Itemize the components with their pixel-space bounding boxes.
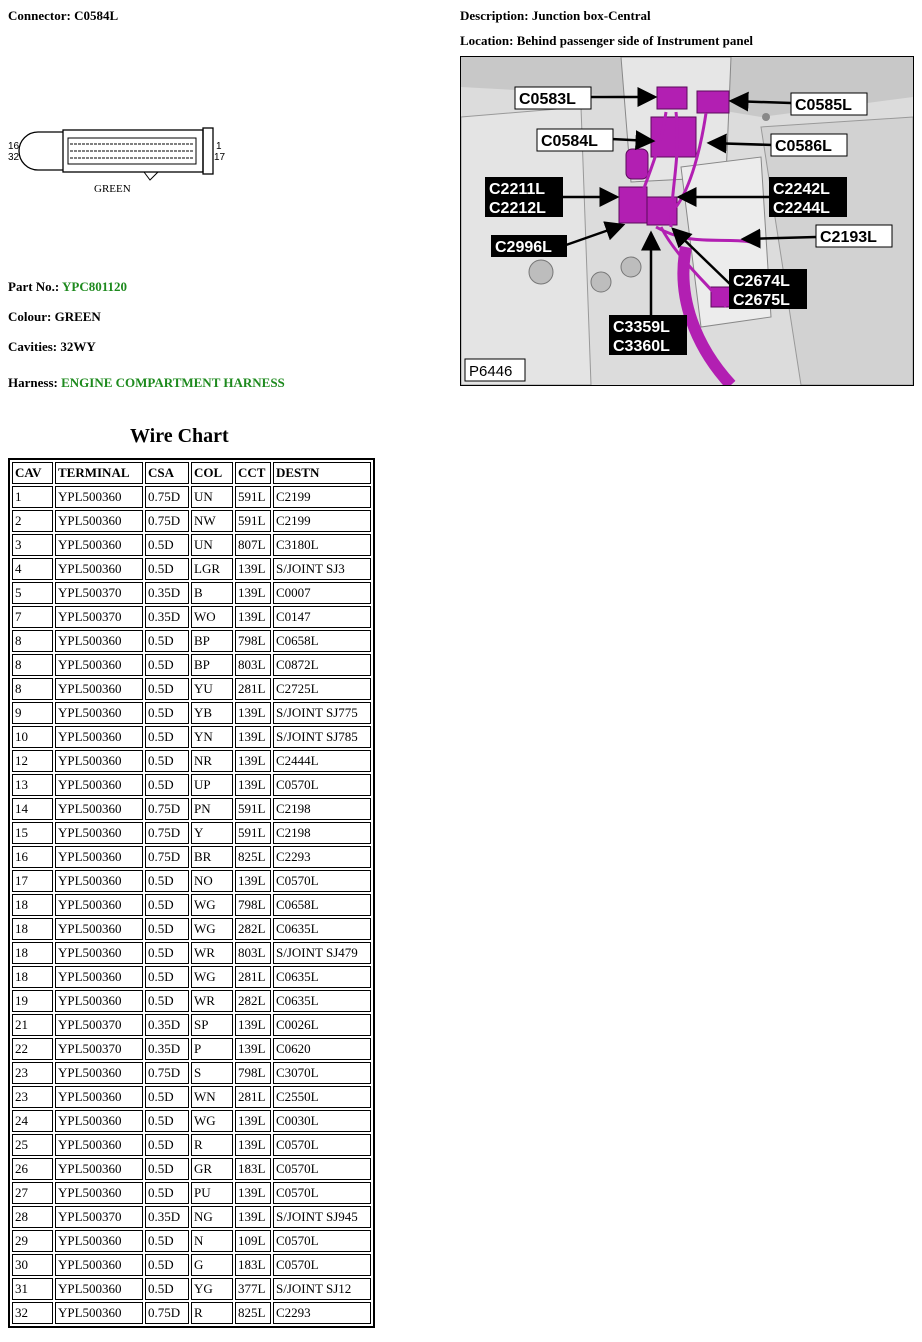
- cell-col: WN: [191, 1086, 233, 1108]
- cell-destn: C0570L: [273, 1230, 371, 1252]
- cell-destn: C0570L: [273, 870, 371, 892]
- colour-label: Colour:: [8, 309, 52, 324]
- table-row: [12, 1038, 371, 1060]
- cell-terminal: YPL500370: [55, 606, 143, 628]
- cell-cct: 591L: [235, 510, 271, 532]
- cell-csa: 0.35D: [145, 1038, 189, 1060]
- cavities-line: [8, 339, 96, 355]
- cell-cav: 12: [12, 750, 53, 772]
- cell-terminal: YPL500360: [55, 1086, 143, 1108]
- cell-csa: 0.35D: [145, 606, 189, 628]
- callout-c2244l: C2244L: [773, 200, 830, 217]
- cell-col: NW: [191, 510, 233, 532]
- table-row: [12, 510, 371, 532]
- cell-cav: 7: [12, 606, 53, 628]
- connector-value: C0584L: [74, 8, 119, 23]
- cell-csa: 0.75D: [145, 510, 189, 532]
- cell-cct: 139L: [235, 582, 271, 604]
- cell-cav: 10: [12, 726, 53, 748]
- cell-cct: 798L: [235, 630, 271, 652]
- cell-col: YN: [191, 726, 233, 748]
- cell-cav: 29: [12, 1230, 53, 1252]
- cell-col: WR: [191, 942, 233, 964]
- part-no-line: [8, 279, 127, 295]
- cell-cct: 139L: [235, 870, 271, 892]
- cell-terminal: YPL500370: [55, 1206, 143, 1228]
- cell-destn: C0007: [273, 582, 371, 604]
- table-row: [12, 822, 371, 844]
- cell-col: S: [191, 1062, 233, 1084]
- cell-terminal: YPL500360: [55, 870, 143, 892]
- cell-csa: 0.5D: [145, 654, 189, 676]
- cell-terminal: YPL500360: [55, 894, 143, 916]
- pin-label-tr: 1: [216, 141, 222, 152]
- cell-csa: 0.5D: [145, 990, 189, 1012]
- cell-cct: 282L: [235, 990, 271, 1012]
- cell-destn: C2293: [273, 1302, 371, 1324]
- cell-col: G: [191, 1254, 233, 1276]
- cell-cct: 139L: [235, 726, 271, 748]
- cell-col: WG: [191, 918, 233, 940]
- location-photo: [460, 56, 914, 386]
- part-no-label: Part No.:: [8, 279, 60, 294]
- table-row: [12, 1158, 371, 1180]
- cell-csa: 0.5D: [145, 1278, 189, 1300]
- cell-col: R: [191, 1134, 233, 1156]
- table-row: [12, 486, 371, 508]
- cell-terminal: YPL500360: [55, 558, 143, 580]
- cell-col: WR: [191, 990, 233, 1012]
- table-row: [12, 942, 371, 964]
- cell-cav: 14: [12, 798, 53, 820]
- table-row: [12, 534, 371, 556]
- connector-label: Connector:: [8, 8, 71, 23]
- wire-chart-title: Wire Chart: [130, 425, 229, 447]
- cell-cav: 18: [12, 894, 53, 916]
- cell-terminal: YPL500360: [55, 1182, 143, 1204]
- table-row: [12, 606, 371, 628]
- cell-col: GR: [191, 1158, 233, 1180]
- cell-csa: 0.35D: [145, 582, 189, 604]
- cell-csa: 0.75D: [145, 846, 189, 868]
- cell-destn: C0872L: [273, 654, 371, 676]
- table-row: [12, 558, 371, 580]
- cell-col: YB: [191, 702, 233, 724]
- cell-terminal: YPL500370: [55, 582, 143, 604]
- location-label: Location:: [460, 33, 514, 48]
- cell-csa: 0.75D: [145, 822, 189, 844]
- cell-cct: 139L: [235, 750, 271, 772]
- cell-cav: 31: [12, 1278, 53, 1300]
- table-row: [12, 1134, 371, 1156]
- cell-cav: 27: [12, 1182, 53, 1204]
- cell-destn: C3070L: [273, 1062, 371, 1084]
- table-row: [12, 894, 371, 916]
- cell-cav: 3: [12, 534, 53, 556]
- cell-col: NR: [191, 750, 233, 772]
- cell-terminal: YPL500360: [55, 702, 143, 724]
- table-row: [12, 990, 371, 1012]
- location-line: [460, 33, 753, 49]
- cell-destn: C0620: [273, 1038, 371, 1060]
- cell-cct: 591L: [235, 486, 271, 508]
- cell-col: NO: [191, 870, 233, 892]
- cell-csa: 0.75D: [145, 486, 189, 508]
- callout-c0585l: C0585L: [795, 97, 852, 114]
- table-row: [12, 1110, 371, 1132]
- cell-terminal: YPL500360: [55, 534, 143, 556]
- cell-csa: 0.5D: [145, 1254, 189, 1276]
- cell-col: WG: [191, 1110, 233, 1132]
- cell-cct: 183L: [235, 1254, 271, 1276]
- cell-terminal: YPL500370: [55, 1038, 143, 1060]
- table-row: [12, 774, 371, 796]
- cell-csa: 0.5D: [145, 702, 189, 724]
- cell-cav: 21: [12, 1014, 53, 1036]
- cell-cct: 183L: [235, 1158, 271, 1180]
- cell-destn: C0635L: [273, 966, 371, 988]
- connector-drawing: [8, 124, 238, 200]
- cell-destn: S/JOINT SJ479: [273, 942, 371, 964]
- callout-c2212l: C2212L: [489, 200, 546, 217]
- cell-csa: 0.5D: [145, 1182, 189, 1204]
- cell-destn: S/JOINT SJ775: [273, 702, 371, 724]
- cell-cct: 825L: [235, 1302, 271, 1324]
- cell-destn: C2550L: [273, 1086, 371, 1108]
- cell-csa: 0.35D: [145, 1014, 189, 1036]
- cell-cav: 16: [12, 846, 53, 868]
- cell-cct: 109L: [235, 1230, 271, 1252]
- description-line: [460, 8, 651, 24]
- cell-col: SP: [191, 1014, 233, 1036]
- table-row: [12, 918, 371, 940]
- cell-destn: S/JOINT SJ785: [273, 726, 371, 748]
- wire-chart-table: [8, 458, 375, 1328]
- description-value: Junction box-Central: [531, 8, 651, 23]
- table-row: [12, 1062, 371, 1084]
- cell-cav: 18: [12, 966, 53, 988]
- cell-cav: 8: [12, 654, 53, 676]
- cell-col: WO: [191, 606, 233, 628]
- cell-cct: 591L: [235, 822, 271, 844]
- callout-c0584l: C0584L: [541, 133, 598, 150]
- pin-label-bl: 32: [8, 152, 20, 163]
- part-no-link[interactable]: YPC801120: [62, 279, 128, 294]
- cell-destn: C2293: [273, 846, 371, 868]
- cell-col: R: [191, 1302, 233, 1324]
- cell-col: N: [191, 1230, 233, 1252]
- colour-value: GREEN: [54, 309, 101, 324]
- cell-col: UP: [191, 774, 233, 796]
- cell-csa: 0.5D: [145, 1086, 189, 1108]
- table-row: [12, 1014, 371, 1036]
- cell-terminal: YPL500360: [55, 918, 143, 940]
- table-row: [12, 966, 371, 988]
- cell-destn: C0570L: [273, 774, 371, 796]
- cell-terminal: YPL500360: [55, 1158, 143, 1180]
- table-row: [12, 1302, 371, 1324]
- cell-destn: C0026L: [273, 1014, 371, 1036]
- cell-csa: 0.5D: [145, 774, 189, 796]
- cell-terminal: YPL500360: [55, 1302, 143, 1324]
- photo-id: P6446: [469, 363, 513, 380]
- table-row: [12, 1182, 371, 1204]
- cell-terminal: YPL500360: [55, 822, 143, 844]
- cell-cav: 5: [12, 582, 53, 604]
- cell-terminal: YPL500360: [55, 1230, 143, 1252]
- cell-terminal: YPL500360: [55, 1278, 143, 1300]
- cell-col: YG: [191, 1278, 233, 1300]
- cell-csa: 0.5D: [145, 558, 189, 580]
- cell-destn: C0570L: [273, 1254, 371, 1276]
- table-row: [12, 1086, 371, 1108]
- callout-c2996l: C2996L: [495, 239, 552, 256]
- cell-cav: 32: [12, 1302, 53, 1324]
- cell-cct: 798L: [235, 1062, 271, 1084]
- cell-destn: C0635L: [273, 918, 371, 940]
- location-value: Behind passenger side of Instrument panel: [516, 33, 754, 48]
- cell-cct: 139L: [235, 1206, 271, 1228]
- cell-col: NG: [191, 1206, 233, 1228]
- cell-terminal: YPL500360: [55, 774, 143, 796]
- cell-cct: 139L: [235, 1014, 271, 1036]
- cell-destn: C2199: [273, 510, 371, 532]
- cell-csa: 0.5D: [145, 534, 189, 556]
- harness-label: Harness:: [8, 375, 58, 390]
- callout-c2675l: C2675L: [733, 292, 790, 309]
- cell-col: B: [191, 582, 233, 604]
- cell-csa: 0.5D: [145, 678, 189, 700]
- cell-cav: 15: [12, 822, 53, 844]
- cell-cav: 23: [12, 1062, 53, 1084]
- cell-cav: 26: [12, 1158, 53, 1180]
- cell-destn: C2199: [273, 486, 371, 508]
- table-row: [12, 726, 371, 748]
- cell-cct: 281L: [235, 966, 271, 988]
- table-row: [12, 1254, 371, 1276]
- cell-terminal: YPL500360: [55, 990, 143, 1012]
- cell-col: WG: [191, 894, 233, 916]
- table-row: [12, 630, 371, 652]
- cell-cct: 139L: [235, 606, 271, 628]
- cell-terminal: YPL500360: [55, 1134, 143, 1156]
- callout-c3360l: C3360L: [613, 338, 670, 355]
- cell-cct: 591L: [235, 798, 271, 820]
- cell-csa: 0.5D: [145, 1230, 189, 1252]
- table-row: [12, 582, 371, 604]
- col-header-cct: CCT: [235, 462, 271, 484]
- cell-cav: 8: [12, 678, 53, 700]
- callout-c2193l: C2193L: [820, 229, 877, 246]
- cell-destn: C2725L: [273, 678, 371, 700]
- cell-terminal: YPL500360: [55, 798, 143, 820]
- description-label: Description:: [460, 8, 529, 23]
- cell-cct: 807L: [235, 534, 271, 556]
- cell-destn: S/JOINT SJ945: [273, 1206, 371, 1228]
- cell-destn: C0570L: [273, 1182, 371, 1204]
- cell-destn: C0147: [273, 606, 371, 628]
- col-header-csa: CSA: [145, 462, 189, 484]
- cell-terminal: YPL500360: [55, 846, 143, 868]
- cell-terminal: YPL500360: [55, 486, 143, 508]
- cavities-label: Cavities:: [8, 339, 58, 354]
- cell-terminal: YPL500370: [55, 1014, 143, 1036]
- cell-csa: 0.5D: [145, 870, 189, 892]
- table-row: [12, 654, 371, 676]
- cell-cav: 18: [12, 942, 53, 964]
- col-header-cav: CAV: [12, 462, 53, 484]
- table-row: [12, 1278, 371, 1300]
- cell-cct: 139L: [235, 702, 271, 724]
- cell-cct: 803L: [235, 942, 271, 964]
- cell-terminal: YPL500360: [55, 942, 143, 964]
- pin-label-br: 17: [214, 152, 226, 163]
- cell-cav: 19: [12, 990, 53, 1012]
- cell-terminal: YPL500360: [55, 966, 143, 988]
- cell-destn: C0570L: [273, 1134, 371, 1156]
- cell-cav: 17: [12, 870, 53, 892]
- cell-cct: 139L: [235, 1134, 271, 1156]
- cell-col: PU: [191, 1182, 233, 1204]
- table-row: [12, 798, 371, 820]
- cell-col: YU: [191, 678, 233, 700]
- cell-terminal: YPL500360: [55, 1110, 143, 1132]
- cell-cav: 1: [12, 486, 53, 508]
- cell-csa: 0.5D: [145, 750, 189, 772]
- cell-csa: 0.5D: [145, 1158, 189, 1180]
- cell-col: PN: [191, 798, 233, 820]
- callout-c0583l: C0583L: [519, 91, 576, 108]
- cell-cct: 139L: [235, 1038, 271, 1060]
- cell-destn: S/JOINT SJ12: [273, 1278, 371, 1300]
- table-row: [12, 1206, 371, 1228]
- cell-cav: 24: [12, 1110, 53, 1132]
- cell-csa: 0.75D: [145, 1062, 189, 1084]
- cell-destn: C3180L: [273, 534, 371, 556]
- harness-link[interactable]: ENGINE COMPARTMENT HARNESS: [61, 375, 285, 390]
- cell-terminal: YPL500360: [55, 678, 143, 700]
- cell-destn: C2198: [273, 822, 371, 844]
- cell-col: BR: [191, 846, 233, 868]
- cell-destn: C0658L: [273, 630, 371, 652]
- cavities-value: 32WY: [60, 339, 96, 354]
- cell-csa: 0.5D: [145, 1110, 189, 1132]
- cell-col: P: [191, 1038, 233, 1060]
- table-row: [12, 750, 371, 772]
- cell-terminal: YPL500360: [55, 510, 143, 532]
- cell-cav: 22: [12, 1038, 53, 1060]
- harness-line: [8, 375, 285, 391]
- pin-label-tl: 16: [8, 141, 20, 152]
- cell-destn: C2198: [273, 798, 371, 820]
- cell-destn: C2444L: [273, 750, 371, 772]
- cell-cav: 4: [12, 558, 53, 580]
- table-row: [12, 1230, 371, 1252]
- cell-csa: 0.5D: [145, 726, 189, 748]
- cell-cct: 282L: [235, 918, 271, 940]
- cell-destn: C0635L: [273, 990, 371, 1012]
- table-row: [12, 702, 371, 724]
- col-header-destn: DESTN: [273, 462, 371, 484]
- cell-csa: 0.5D: [145, 630, 189, 652]
- cell-cct: 139L: [235, 1182, 271, 1204]
- table-row: [12, 846, 371, 868]
- cell-cct: 139L: [235, 774, 271, 796]
- colour-line: [8, 309, 101, 325]
- cell-cct: 281L: [235, 1086, 271, 1108]
- cell-csa: 0.5D: [145, 918, 189, 940]
- cell-cav: 28: [12, 1206, 53, 1228]
- cell-csa: 0.5D: [145, 894, 189, 916]
- cell-col: WG: [191, 966, 233, 988]
- cell-destn: S/JOINT SJ3: [273, 558, 371, 580]
- callout-c2211l: C2211L: [489, 181, 546, 198]
- callout-c0586l: C0586L: [775, 138, 832, 155]
- cell-cav: 2: [12, 510, 53, 532]
- col-header-terminal: TERMINAL: [55, 462, 143, 484]
- cell-csa: 0.75D: [145, 1302, 189, 1324]
- cell-cav: 8: [12, 630, 53, 652]
- callout-c3359l: C3359L: [613, 319, 670, 336]
- cell-col: LGR: [191, 558, 233, 580]
- cell-cav: 30: [12, 1254, 53, 1276]
- cell-col: UN: [191, 534, 233, 556]
- cell-csa: 0.5D: [145, 966, 189, 988]
- cell-cct: 825L: [235, 846, 271, 868]
- cell-cct: 798L: [235, 894, 271, 916]
- cell-csa: 0.75D: [145, 798, 189, 820]
- cell-cct: 803L: [235, 654, 271, 676]
- cell-cct: 139L: [235, 1110, 271, 1132]
- drawing-color-label: GREEN: [94, 183, 131, 195]
- cell-terminal: YPL500360: [55, 654, 143, 676]
- cell-col: BP: [191, 630, 233, 652]
- callout-c2242l: C2242L: [773, 181, 830, 198]
- table-row: [12, 678, 371, 700]
- cell-cav: 25: [12, 1134, 53, 1156]
- cell-terminal: YPL500360: [55, 1254, 143, 1276]
- cell-cav: 13: [12, 774, 53, 796]
- cell-cct: 139L: [235, 558, 271, 580]
- table-row: [12, 870, 371, 892]
- cell-cct: 377L: [235, 1278, 271, 1300]
- cell-terminal: YPL500360: [55, 630, 143, 652]
- callout-c2674l: C2674L: [733, 273, 790, 290]
- cell-terminal: YPL500360: [55, 750, 143, 772]
- cell-col: BP: [191, 654, 233, 676]
- cell-col: Y: [191, 822, 233, 844]
- cell-terminal: YPL500360: [55, 726, 143, 748]
- cell-cav: 23: [12, 1086, 53, 1108]
- cell-cct: 281L: [235, 678, 271, 700]
- col-header-col: COL: [191, 462, 233, 484]
- cell-csa: 0.35D: [145, 1206, 189, 1228]
- cell-destn: C0030L: [273, 1110, 371, 1132]
- cell-terminal: YPL500360: [55, 1062, 143, 1084]
- wire-chart-header: [12, 462, 371, 484]
- cell-destn: C0658L: [273, 894, 371, 916]
- cell-csa: 0.5D: [145, 942, 189, 964]
- connector-line: [8, 8, 118, 24]
- cell-cav: 9: [12, 702, 53, 724]
- cell-destn: C0570L: [273, 1158, 371, 1180]
- cell-csa: 0.5D: [145, 1134, 189, 1156]
- cell-col: UN: [191, 486, 233, 508]
- cell-cav: 18: [12, 918, 53, 940]
